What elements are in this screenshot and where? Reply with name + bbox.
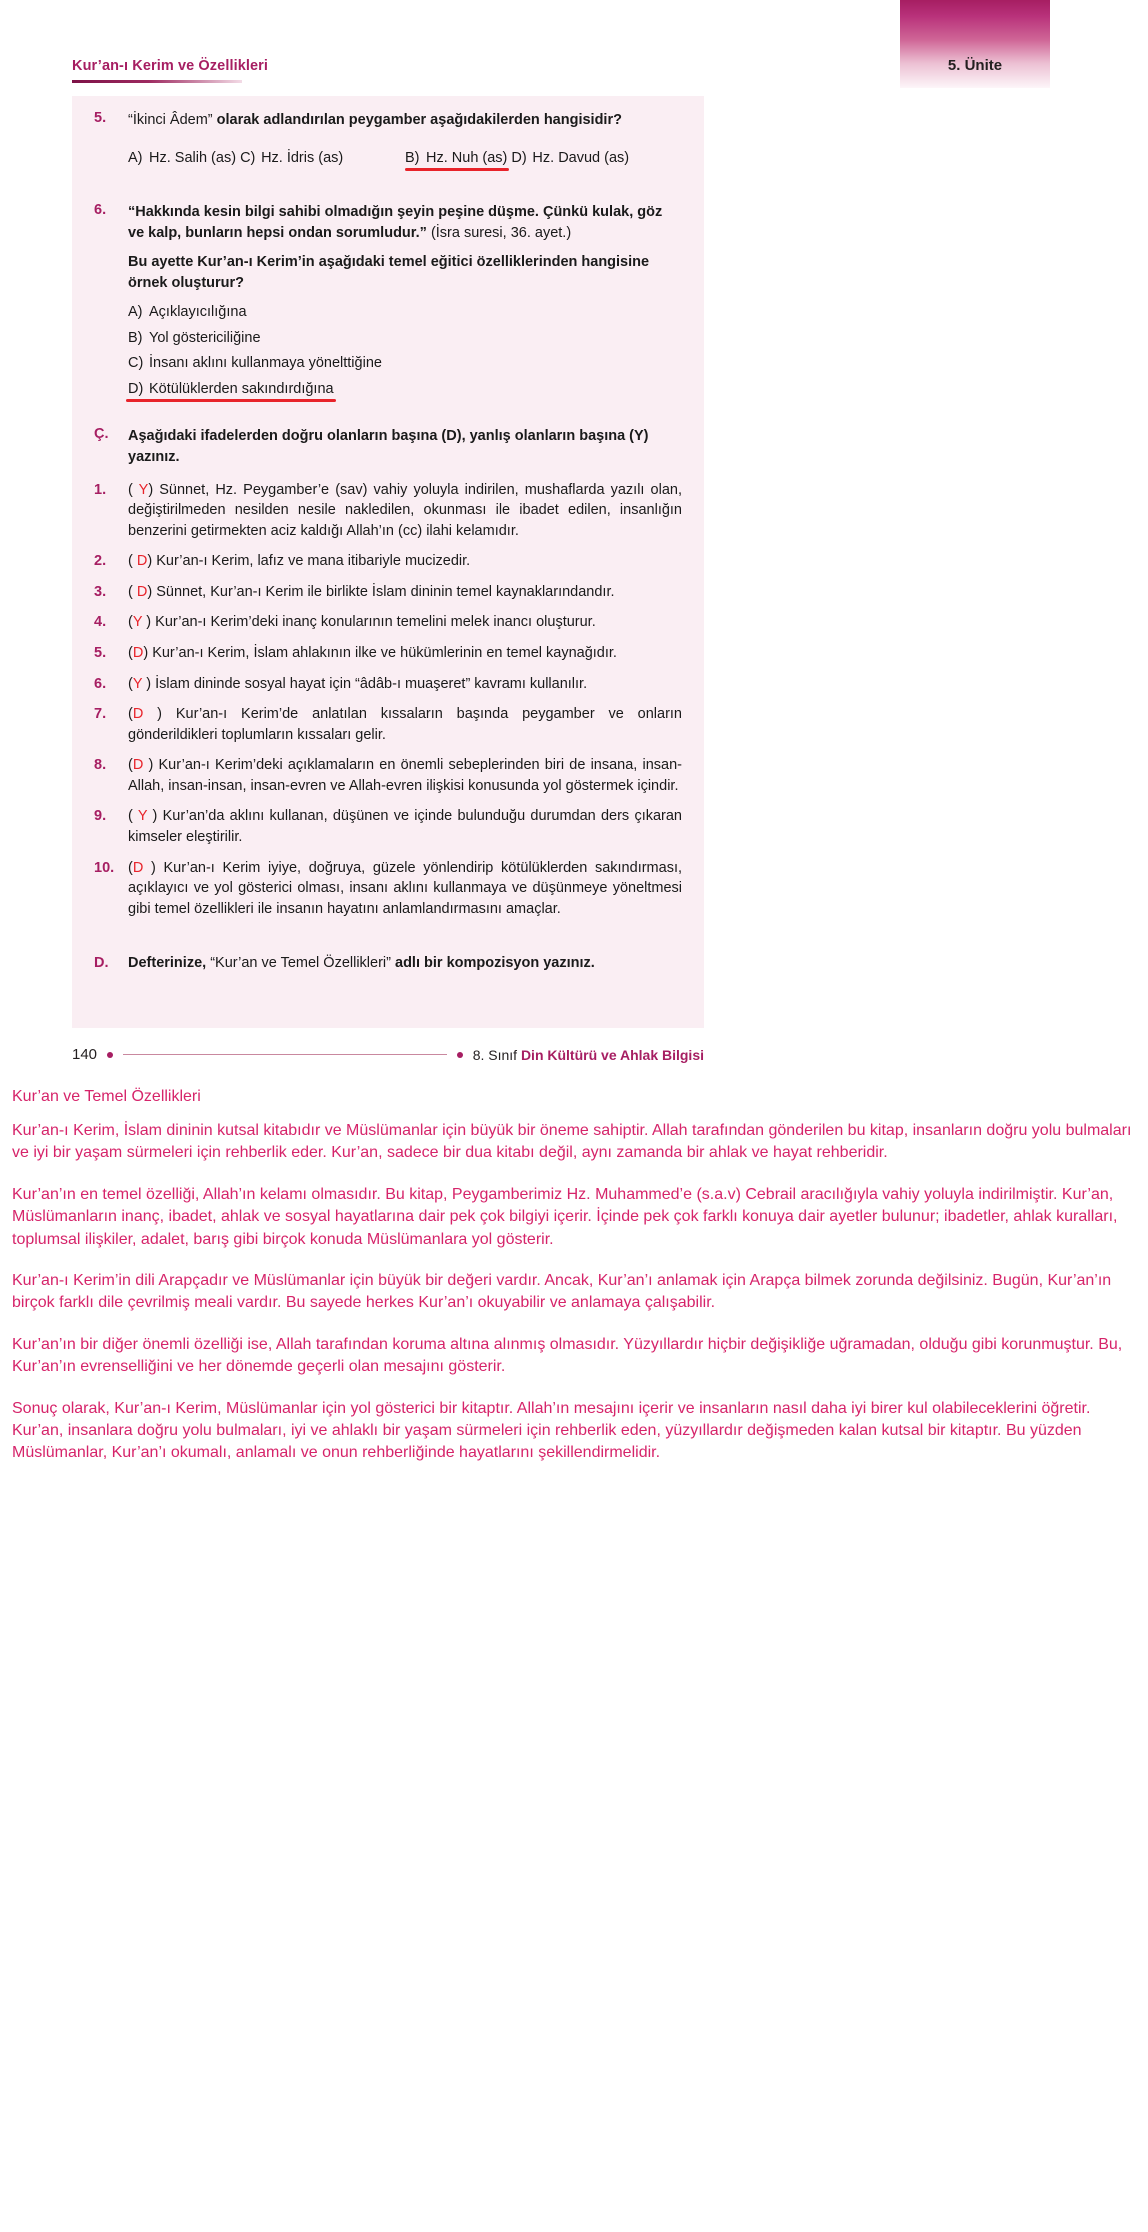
item-answer[interactable]: D (132, 757, 144, 774)
question-6-quote: “Hakkında kesin bilgi sahibi olmadığın şeyin peşine düşme. Çünkü kulak, göz ve kalp, bunların hepsi ondan sorumludur.” (128, 204, 663, 241)
question-5-option-c[interactable] (240, 151, 343, 166)
option-text: Açıklayıcılığına (149, 304, 247, 321)
question-6-option-c[interactable] (128, 356, 682, 371)
running-head-rule (72, 80, 242, 83)
option-text: Hz. Nuh (as) (426, 149, 508, 166)
footer-dot-right (457, 1052, 463, 1058)
option-letter: A) (128, 304, 143, 321)
item-answer[interactable]: D (132, 644, 144, 661)
section-d-letter: D. (94, 955, 109, 972)
item-answer[interactable]: Y (132, 675, 143, 692)
list-item: 10. (D ) Kur’an-ı Kerim iyiye, doğruya, güzele yönlendirip kötülüklerden sakındırması, açıklayıcı ve yol gösterici olması, insanı aklını kullanmaya ve düşünmeye yöneltmesi gibi temel özellikleri ile insanın hayatını anlamlandırmasını amaçlar. (94, 858, 682, 920)
question-6-quote-block (128, 202, 682, 243)
item-answer[interactable]: D (132, 706, 144, 723)
list-item: 2. ( D) Kur’an-ı Kerim, lafız ve mana itibariyle mucizedir. (94, 551, 682, 572)
list-item: 6. (Y ) İslam dininde sosyal hayat için “âdâb-ı muaşeret” kavramı kullanılır. (94, 674, 682, 695)
item-number: 9. (94, 808, 107, 825)
article-paragraph: Sonuç olarak, Kur’an-ı Kerim, Müslümanlar için yol gösterici bir kitaptır. Allah’ın mesajını içerir ve insanların nasıl daha iyi birer kul olabileceklerini öğretir. Kur’an, insanlara doğru yolu bulmaları, iyi ve ahlaklı bir yaşam sürmeleri için rehberlik eden, yüzyıllardır değişmeden kalan kutsal bir kitaptır. Bu yüzden Müslümanlar, Kur’an’ı okumalı, anlamalı ve onun rehberliğinde hayatlarını şekillendirmelidir. (12, 1399, 1091, 1462)
section-c-heading (72, 426, 704, 467)
item-number: 7. (94, 706, 107, 723)
option-text: Kötülüklerden sakındırdığına (149, 380, 334, 397)
item-answer[interactable]: D (132, 859, 144, 876)
question-6 (72, 202, 704, 396)
question-6-option-a[interactable] (128, 305, 682, 320)
item-number: 1. (94, 481, 107, 498)
article-paragraph: Kur’an-ı Kerim’in dili Arapçadır ve Müslümanlar için büyük bir değeri vardır. Ancak, Kur’an’ı anlamak için Arapça bilmek zorunda değilsiniz. Bugün, Kur’an’ın birçok farklı dile çevrilmiş meali vardır. Bu sayede herkes Kur’an’ı okuyabilir ve anlamaya çalışabilir. (12, 1271, 1112, 1312)
article-paragraph: Kur’an’ın en temel özelliği, Allah’ın kelamı olmasıdır. Bu kitap, Peygamberimiz Hz. Muhammed’e (s.a.v) Cebrail aracılığıyla vahiy yoluyla indirilmiştir. Kur’an, Müslümanların inanç, ibadet, ahlak ve sosyal hayatlarına dair pek çok bilgiyi içerir. İçinde pek çok farklı konuya dair ayetler bulunur; ibadetler, ahlak kuralları, toplumsal ilişkiler, adalet, barış gibi birçok konuda Müslümanlara yol gösterir. (12, 1185, 1118, 1248)
item-text: Kur’an-ı Kerim, İslam ahlakının ilke ve hükümlerinin en temel kaynağıdır. (152, 644, 617, 661)
question-6-options (128, 305, 682, 396)
question-6-source: (İsra suresi, 36. ayet.) (426, 224, 572, 241)
item-answer[interactable]: D (136, 553, 148, 570)
footer-rule (123, 1054, 447, 1055)
item-text: Sünnet, Kur’an-ı Kerim ile birlikte İslam dininin temel kaynaklarındandır. (156, 583, 615, 600)
option-text: Hz. Salih (as) (149, 149, 237, 166)
item-text: Kur’an-ı Kerim’deki açıklamaların en önemli sebeplerinden biri de insana, insan-Allah, insan-insan, insan-evren ve Allah-evren ilişkisi konusunda yol göstermek içindir. (128, 757, 682, 794)
option-text: Yol göstericiliğine (149, 329, 261, 346)
unit-tab (900, 0, 1050, 88)
question-5-options (128, 140, 682, 169)
item-text: Kur’an-ı Kerim’deki inanç konularının temelini melek inancı oluşturur. (155, 614, 596, 631)
option-letter: D) (511, 149, 527, 166)
section-d-quote: “Kur’an ve Temel Özellikleri” (206, 955, 395, 972)
item-answer[interactable]: Y (132, 614, 143, 631)
article-paragraph: Kur’an’ın bir diğer önemli özelliği ise, Allah tarafından koruma altına alınmış olmasıdır. Yüzyıllardır hiçbir değişikliğe uğramadan, olduğu gibi korunmuştur. Bu, Kur’an’ın evrenselliğini ve her dönemde geçerli olan mesajını gösterir. (12, 1335, 1123, 1376)
item-answer[interactable]: Y (138, 481, 149, 498)
item-answer[interactable]: D (136, 583, 148, 600)
question-6-number: 6. (94, 202, 107, 219)
option-letter: B) (405, 149, 420, 166)
item-answer[interactable]: Y (137, 808, 148, 825)
section-c-letter: Ç. (94, 426, 109, 443)
question-5-option-d[interactable] (511, 151, 629, 166)
question-6-option-b[interactable] (128, 331, 682, 346)
page-footer (72, 1046, 704, 1063)
list-item: 3. ( D) Sünnet, Kur’an-ı Kerim ile birlikte İslam dininin temel kaynaklarındandır. (94, 582, 682, 603)
item-number: 3. (94, 583, 107, 600)
section-d (72, 955, 704, 971)
list-item: 7. (D ) Kur’an-ı Kerim’de anlatılan kıssaların başında peygamber ve onların gönderildikleri toplumların kıssaları gelir. (94, 704, 682, 745)
list-item: 8. (D ) Kur’an-ı Kerim’deki açıklamaların en önemli sebeplerinden biri de insana, insan-Allah, insan-insan, insan-evren ve Allah-evren ilişkisi konusunda yol göstermek içindir. (94, 755, 682, 796)
true-false-list (72, 480, 704, 920)
section-c-instruction: Aşağıdaki ifadelerden doğru olanların başına (D), yanlış olanların başına (Y) yazınız. (128, 428, 649, 465)
footer-book-info (473, 1047, 704, 1063)
question-5-option-a[interactable] (128, 151, 236, 166)
footer-book-title: Din Kültürü ve Ahlak Bilgisi (520, 1046, 704, 1063)
question-5 (72, 110, 704, 168)
item-text: Kur’an-ı Kerim iyiye, doğruya, güzele yönlendirip kötülüklerden sakındırması, açıklayıcı ve yol gösterici olması, insanı aklını kullanmaya ve düşünmeye yöneltmesi gibi temel özellikleri ile insanın hayatını anlamlandırmasını amaçlar. (128, 859, 682, 917)
item-text: Kur’an-ı Kerim, lafız ve mana itibariyle mucizedir. (156, 553, 471, 570)
option-text: İnsanı aklını kullanmaya yönelttiğine (149, 355, 382, 372)
item-number: 8. (94, 757, 107, 774)
option-text: Hz. İdris (as) (261, 149, 344, 166)
question-5-stem-quote: “İkinci Âdem” (128, 112, 213, 128)
option-letter: B) (128, 329, 143, 346)
section-d-part2: adlı bir kompozisyon yazınız. (395, 955, 595, 972)
item-number: 6. (94, 675, 107, 692)
item-text: Kur’an-ı Kerim’de anlatılan kıssaların başında peygamber ve onların gönderildikleri toplumların kıssaları gelir. (128, 706, 682, 743)
item-number: 2. (94, 553, 107, 570)
question-5-stem-rest: olarak adlandırılan peygamber aşağıdakilerden hangisidir? (212, 112, 622, 128)
item-number: 5. (94, 644, 107, 661)
running-head (72, 58, 592, 83)
footer-dot-left (107, 1052, 113, 1058)
item-text: İslam dininde sosyal hayat için “âdâb-ı muaşeret” kavramı kullanılır. (155, 675, 588, 692)
question-5-stem (128, 110, 682, 131)
option-letter: D) (128, 380, 144, 397)
option-letter: A) (128, 149, 143, 166)
footer-grade: 8. Sınıf (472, 1046, 521, 1063)
list-item: 9. ( Y ) Kur’an’da aklını kullanan, düşünen ve içinde bulunduğu durumdan ders çıkaran kimseler eleştirilir. (94, 806, 682, 847)
question-5-number: 5. (94, 110, 107, 126)
item-number: 4. (94, 614, 107, 631)
page-number: 140 (72, 1046, 98, 1063)
question-5-option-b[interactable] (405, 151, 507, 166)
option-text: Hz. Davud (as) (532, 149, 630, 166)
option-letter: C) (240, 149, 256, 166)
question-6-option-d[interactable] (128, 382, 682, 397)
option-letter: C) (128, 355, 144, 372)
list-item: 1. ( Y) Sünnet, Hz. Peygamber’e (sav) vahiy yoluyla indirilen, mushaflarda yazılı olan, değiştirilmeden nesilden nesile nakledilen, okunması ile ibadet edilen, insanlığın benzerini getirmekten aciz kaldığı Allah’ın (cc) ilahi kelamıdır. (94, 480, 682, 542)
article-heading: Kur’an ve Temel Özellikleri (12, 1088, 201, 1105)
exercise-content (72, 96, 704, 971)
running-head-title: Kur’an-ı Kerim ve Özellikleri (72, 58, 269, 74)
list-item: 4. (Y ) Kur’an-ı Kerim’deki inanç konularının temelini melek inancı oluşturur. (94, 612, 682, 633)
list-item: 5. (D) Kur’an-ı Kerim, İslam ahlakının ilke ve hükümlerinin en temel kaynağıdır. (94, 643, 682, 664)
article-paragraph: Kur’an-ı Kerim, İslam dininin kutsal kitabıdır ve Müslümanlar için büyük bir öneme sahiptir. Allah tarafından gönderilen bu kitap, insanların doğru yolu bulmaları ve iyi bir yaşam sürmeleri için rehberlik eder. Kur’an, sadece bir dua kitabı değil, aynı zamanda bir ahlak ve hayat rehberidir. (12, 1122, 1132, 1162)
article-section (8, 1088, 1140, 1484)
unit-tab-label: 5. Ünite (947, 57, 1003, 74)
item-text: Kur’an’da aklını kullanan, düşünen ve içinde bulunduğu durumdan ders çıkaran kimseler eleştirilir. (128, 808, 682, 846)
item-text: Sünnet, Hz. Peygamber’e (sav) vahiy yoluyla indirilen, mushaflarda yazılı olan, değiştirilmeden nesilden nesile nakledilen, okunması ile ibadet edilen, insanlığın benzerini getirmekten aciz kaldığı Allah’ın (cc) ilahi kelamıdır. (128, 481, 682, 539)
section-d-part1: Defterinize, (128, 955, 207, 972)
question-6-sub-stem: Bu ayette Kur’an-ı Kerim’in aşağıdaki temel eğitici özelliklerinden hangisine örnek oluşturur? (128, 254, 650, 292)
item-number: 10. (94, 859, 115, 876)
